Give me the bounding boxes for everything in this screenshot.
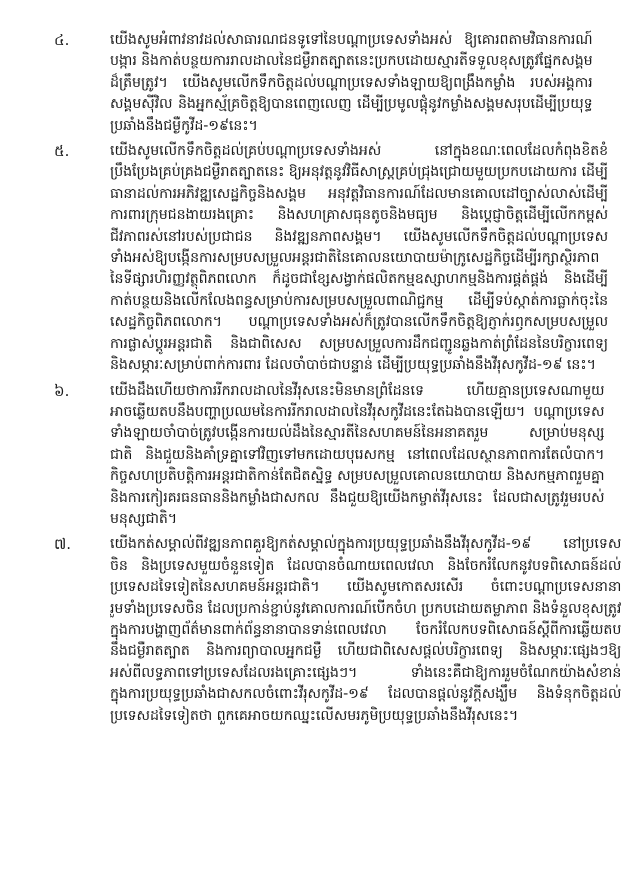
paragraph-line: ប្រទេសដទៃទៀតថា ពួកគេអាចយកឈ្នះលើសមរភូមិប្រយុទ្ធប្រឆាំងនឹងវីរុសនេះ។ [110,707,519,724]
paragraph-number: ៦. [54,381,70,400]
paragraph-line: ចិន និងប្រទេសមួយចំនួនទៀត ដែលបានចំណាយពេលវេលា និងចែករំលែកនូវបទពិសោធន៍ដល់ [110,557,622,574]
numbered-paragraph [26,381,605,531]
paragraph-line: ការពារក្រុមជនងាយរងគ្រោះ និងសហគ្រាសធុនតូចនិងមធ្យម និងប្តេជ្ញាចិត្តដើម្បីលើកកម្ពស់ [110,207,609,224]
paragraph-number: ៧. [54,535,72,554]
paragraph-number: ៤. [54,31,70,49]
paragraph-line: ប្រឹងប្រែងគ្រប់គ្រងជម្ងឺរាតត្បាតនេះ ឱ្យអនុវត្តនូវវិធីសាស្ត្រគ្រប់ជ្រុងជ្រោយមួយប្រកបដោយការ ដើម្បី [110,164,609,181]
paragraph-line: ការផ្លាស់ប្តូរអន្តរជាតិ និងជាពិសេស សម្របសម្រួលការដឹកជញ្ជូនឆ្លងកាត់ព្រំដែននៃបរិក្ខារពេទ្យ [110,335,609,352]
paragraph-line: នឹងជម្ងឺរាតត្បាត និងការព្យាបាលអ្នកជម្ងឺ ហើយជាពិសេសផ្តល់បរិក្ខារពេទ្យ និងសម្ភារៈផ្សេងៗឱ្យ [110,643,622,660]
paragraph-line: សេដ្ឋកិច្ចពិភពលោក។ បណ្តាប្រទេសទាំងអស់ក៏ត្រូវបានលើកទឹកចិត្តឱ្យភ្ញាក់រឭកសម្របសម្រួល [110,314,609,331]
paragraph-line: យើងដឹងហើយថាការរីករាលដាលនៃវីរុសនេះមិនមានព្រំដែនទេ ហើយគ្មានប្រទេសណាមួយ [110,382,605,399]
paragraph-line: ក្នុងការប្រយុទ្ធប្រឆាំងជាសកលចំពោះវីរុសកូវីដ-១៩ ដែលបានផ្តល់នូវក្តីសង្ឃឹម និងទំនុកចិត្តដល់ [110,686,622,703]
paragraph-line: យើងកត់សម្គាល់ពីវឌ្ឍនភាពគួរឱ្យកត់សម្គាល់ក្នុងការប្រយុទ្ធប្រឆាំងនឹងវីរុសកូវីដ-១៩ នៅប្រទេស [110,536,622,553]
paragraph-body [92,381,604,531]
paragraph-line: និងសម្ភារៈសម្រាប់ពាក់ការពារ ដែលចាំបាច់ជាបន្ទាន់ ដើម្បីប្រយុទ្ធប្រឆាំងនឹងវីរុសកូវីដ-១៩ នេះ។ [110,357,596,374]
numbered-paragraph [26,141,609,376]
paragraph-line: មនុស្សជាតិ។ [110,510,178,527]
paragraph-line: ក្នុងការបង្ហាញព័ត៌មានពាក់ព័ន្ធនានាបានទាន់ពេលវេលា ចែករំលែកបទពិសោធន៍ស្តីពីការឆ្លើយតប [110,621,622,638]
paragraph-line: អស់ពីលទ្ធភាពទៅប្រទេសដែលរងគ្រោះផ្សេងៗ។ ទាំងនេះគឺជាឱ្យការរួមចំណែកយ៉ាងសំខាន់ [110,664,622,681]
paragraph-line: ធានាដល់ការអភិវឌ្ឍសេដ្ឋកិច្ចនិងសង្គម អនុវត្តវិធានការណ៍ដែលមានគោលដៅច្បាស់លាស់ដើម្បី [110,185,609,202]
paragraph-body [92,141,608,376]
paragraph-line: យើងសូមអំពាវនាវដល់សាធារណជនទូទៅនៃបណ្តាប្រទេសទាំងអស់ ឱ្យគោរពតាមវិធានការណ៍ [110,32,593,48]
paragraph-line: និងការកៀរគរធនធាននិងកម្លាំងជាសកល នឹងជួយឱ្យយើងកម្ចាត់វីរុសនេះ ដែលជាសត្រូវរួមរបស់ [110,489,605,506]
paragraph-line: ជាតិ និងជួយនិងគាំទ្រគ្នាទៅវិញទៅមកដោយបុរេសកម្ម នៅពេលដែលស្ថានភាពការតែលំបាក។ [110,446,605,463]
paragraph-line: យើងសូមលើកទឹកចិត្តដល់គ្រប់បណ្តាប្រទេសទាំងអស់ នៅក្នុងខណៈពេលដែលកំពុងខិតខំ [110,143,609,160]
paragraph-line: ទាំងអស់ឱ្យបង្កើនការសម្របសម្រួលអន្តរជាតិនៃគោលនយោបាយម៉ាក្រូសេដ្ឋកិច្ចដើម្បីរក្សាស្ថិរភាព [110,250,600,267]
paragraph-line: បង្ការ និងកាត់បន្ថយការរាលដាលនៃជម្ងឺរាតត្បាតនេះប្រកបដោយស្មារតីទទួលខុសត្រូវផ្នែកសង្គម [110,53,593,70]
paragraph-line: កិច្ចសហប្រតិបត្តិការអន្តរជាតិកាន់តែជិតស្និទ្ធ សម្របសម្រួលគោលនយោបាយ និងសកម្មភាពរួមគ្នា [110,468,605,485]
paragraph-line: កាត់បន្ថយនិងលើកលែងពន្ធសម្រាប់ការសម្របសម្រួលពាណិជ្ជកម្ម ដើម្បីទប់ស្កាត់ការធ្លាក់ចុះនៃ [110,292,609,309]
paragraph-line: អាចឆ្លើយតបនឹងបញ្ហាប្រឈមនៃការរីករាលដាលនៃវីរុសកូវីដនេះតែឯងបានឡើយ។ បណ្តាប្រទេស [110,403,605,420]
paragraph-line: នៃទីផ្សារហិរញ្ញវត្ថុពិភពលោក ក៏ដូចជាខ្សែសង្វាក់ផលិតកម្មឧស្សាហកម្មនិងការផ្គត់ផ្គង់ និងដើម្បី [110,271,609,288]
paragraph-line: សង្គមស៊ីវិល និងអ្នកស្ម័គ្រចិត្តឱ្យបានពេញលេញ ដើម្បីប្រមូលផ្តុំនូវកម្លាំងសង្គមសរុបដើម្បីប្រយុទ្ធ [110,96,593,113]
paragraph-number: ៥. [54,142,70,161]
paragraph-body [92,534,621,727]
numbered-paragraph [26,30,591,137]
numbered-paragraph [26,534,622,727]
paragraph-body [92,30,593,137]
paragraph-line: ដ៏ត្រឹមត្រូវ។ យើងសូមលើកទឹកចិត្តដល់បណ្តាប្រទេសទាំងឡាយឱ្យពង្រឹងកម្លាំង របស់អង្គការ [110,74,593,91]
paragraph-line: ជីវភាពរស់នៅរបស់ប្រជាជន និងវឌ្ឍនភាពសង្គម។ យើងសូមលើកទឹកចិត្តដល់បណ្តាប្រទេស [110,228,609,245]
paragraph-line: រួមទាំងប្រទេសចិន ដែលប្រកាន់ខ្ជាប់នូវគោលការណ៍បើកចំហ ប្រកបដោយតម្លាភាព និងទំនួលខុសត្រូវ [110,600,622,617]
paragraph-line: ប្រទេសដទៃទៀតនៃសហគមន៍អន្តរជាតិ។ យើងសូមកោតសរសើរ ចំពោះបណ្តាប្រទេសនានា [110,579,622,596]
paragraph-line: ទាំងឡាយចាំបាច់ត្រូវបង្កើនការយល់ដឹងនៃស្មារតីនៃសហគមន៍នៃអនាគតរួម សម្រាប់មនុស្ស [110,425,605,442]
paragraph-line: ប្រឆាំងនឹងជម្ងឺកូវីដ-១៩នេះ។ [110,117,258,134]
